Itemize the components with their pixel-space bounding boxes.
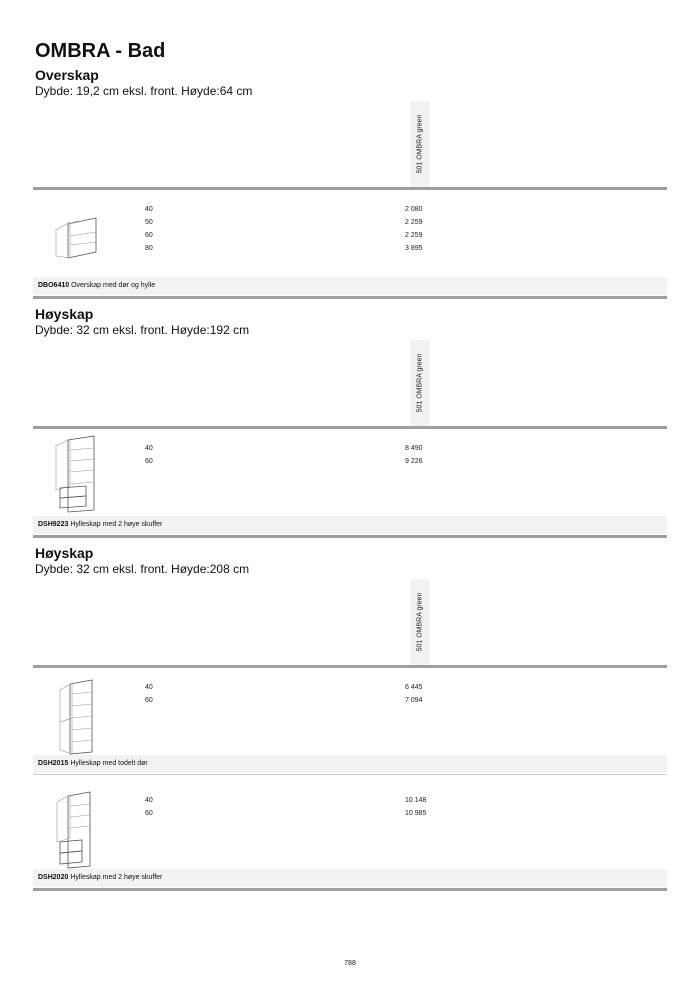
column-header: [410, 101, 430, 187]
column-header-label: 501 OMBRA green: [416, 114, 424, 174]
product-name: Overskap med dør og hylle: [71, 282, 156, 289]
column-header-label: 501 OMBRA green: [416, 353, 424, 413]
section-subtitle-overskap: Dybde: 19,2 cm eksl. front. Høyde:64 cm: [35, 84, 253, 98]
section-subtitle-hoyskap: Dybde: 32 cm eksl. front. Høyde:192 cm: [35, 323, 250, 337]
tall-cabinet-drawers-icon: [52, 790, 96, 870]
price-value: 10 985: [405, 810, 427, 817]
size-value: 60: [145, 232, 153, 239]
product-name: Hylleskap med 2 høye skuffer: [70, 521, 163, 528]
size-value: 50: [145, 219, 153, 226]
price-value: 2 259: [405, 219, 423, 226]
size-value: 40: [145, 445, 153, 452]
product-code: DBO6410: [38, 282, 70, 289]
price-value: 9 226: [405, 458, 423, 465]
column-header-label: 501 OMBRA green: [416, 592, 424, 652]
size-value: 80: [145, 245, 153, 252]
product-name: Hylleskap med 2 høye skuffer: [70, 874, 163, 881]
price-value: 10 148: [405, 797, 427, 804]
size-value: 40: [145, 206, 153, 213]
column-header: [410, 579, 430, 665]
price-value: 7 094: [405, 697, 423, 704]
price-value: 2 259: [405, 232, 423, 239]
product-code: DSH2015: [38, 760, 69, 767]
product-name: Hylleskap med todelt dør: [70, 760, 148, 767]
product-rule: [33, 774, 667, 775]
price-value: 6 445: [405, 684, 423, 691]
page-title: OMBRA - Bad: [35, 40, 166, 62]
column-header: [410, 340, 430, 426]
price-value: 8 490: [405, 445, 423, 452]
tall-cabinet-split-door-icon: [56, 678, 96, 756]
product-label-bar: [33, 277, 667, 295]
size-value: 60: [145, 458, 153, 465]
size-value: 60: [145, 810, 153, 817]
product-code: DSH2020: [38, 874, 69, 881]
size-value: 40: [145, 684, 153, 691]
wall-cabinet-icon: [48, 212, 103, 262]
product-label-bar: [33, 755, 667, 773]
header-rule: [33, 665, 667, 668]
product-label-bar: [33, 516, 667, 534]
price-value: 2 080: [405, 206, 423, 213]
product-code: DSH9223: [38, 521, 69, 528]
section-rule: [33, 535, 667, 538]
section-rule: [33, 296, 667, 299]
section-title-hoyskap: Høyskap: [35, 306, 94, 322]
header-rule: [33, 426, 667, 429]
section-rule: [33, 888, 667, 891]
size-value: 40: [145, 797, 153, 804]
size-value: 60: [145, 697, 153, 704]
header-rule: [33, 187, 667, 190]
product-label-bar: [33, 869, 667, 887]
section-title-overskap: Overskap: [35, 67, 99, 83]
page-number: 788: [344, 960, 356, 967]
price-value: 3 895: [405, 245, 423, 252]
section-title-hoyskap: Høyskap: [35, 545, 94, 561]
tall-cabinet-drawers-icon: [50, 434, 100, 514]
section-subtitle-hoyskap: Dybde: 32 cm eksl. front. Høyde:208 cm: [35, 562, 250, 576]
